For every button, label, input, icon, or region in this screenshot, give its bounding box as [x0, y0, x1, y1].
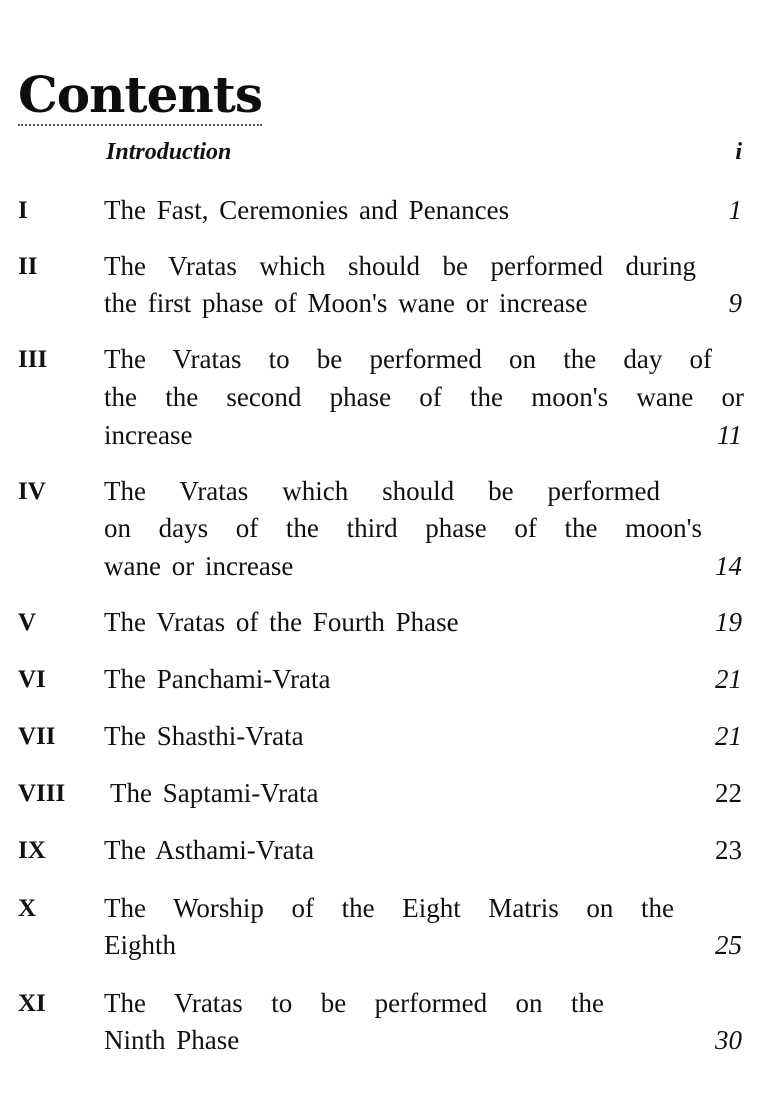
entry-page-number: 22: [715, 778, 742, 808]
entry-page-number: 30: [715, 1025, 742, 1055]
entry-page-number: 23: [715, 835, 742, 865]
entry-title-line: The Fast, Ceremonies and Penances: [104, 195, 510, 225]
chapter-numeral: VII: [18, 723, 56, 750]
entry-page-number: 14: [715, 551, 742, 581]
entry-title-line: Eighth: [104, 930, 176, 960]
entry-title-line: The Worship of the Eight Matris on the: [104, 893, 674, 923]
entry-title-line: on days of the third phase of the moon's: [104, 513, 702, 543]
chapter-numeral: I: [18, 197, 28, 224]
page-title: Contents: [18, 64, 263, 124]
chapter-numeral: IV: [18, 478, 46, 505]
chapter-numeral: VI: [18, 666, 46, 693]
entry-title-line: The Vratas of the Fourth Phase: [104, 607, 459, 637]
entry-page-number: 19: [715, 607, 742, 637]
chapter-numeral: XI: [18, 990, 46, 1017]
entry-page-number: 21: [715, 664, 742, 694]
chapter-numeral: II: [18, 253, 38, 280]
entry-title-line: The Shasthi-Vrata: [104, 721, 304, 751]
entry-page-number: 21: [715, 721, 742, 751]
entry-title-line: The Vratas which should be performed during: [104, 251, 696, 281]
entry-page-number: 25: [715, 930, 742, 960]
entry-page-number: i: [735, 139, 742, 165]
chapter-numeral: X: [18, 895, 37, 922]
entry-page-number: 9: [728, 288, 742, 318]
entry-title-line: Ninth Phase: [104, 1025, 240, 1055]
entry-title: Introduction: [106, 139, 232, 165]
entry-title-line: the first phase of Moon's wane or increase: [104, 288, 588, 318]
entry-title-line: The Vratas to be performed on the: [104, 988, 604, 1018]
entry-title-line: wane or increase: [104, 551, 294, 581]
chapter-numeral: IX: [18, 837, 46, 864]
entry-title-line: The Vratas which should be performed: [104, 476, 660, 506]
entry-title-line: The Asthami-Vrata: [104, 835, 315, 865]
chapter-numeral: III: [18, 346, 48, 373]
entry-title-line: increase: [104, 420, 193, 450]
entry-page-number: 11: [717, 420, 742, 450]
entry-page-number: 1: [728, 195, 742, 225]
chapter-numeral: V: [18, 609, 37, 636]
entry-title-line: the the second phase of the moon's wane or: [104, 382, 744, 412]
chapter-numeral: VIII: [18, 780, 66, 807]
entry-title-line: The Saptami-Vrata: [110, 778, 319, 808]
entry-title-line: The Panchami-Vrata: [104, 664, 331, 694]
entry-title-line: The Vratas to be performed on the day of: [104, 344, 712, 374]
